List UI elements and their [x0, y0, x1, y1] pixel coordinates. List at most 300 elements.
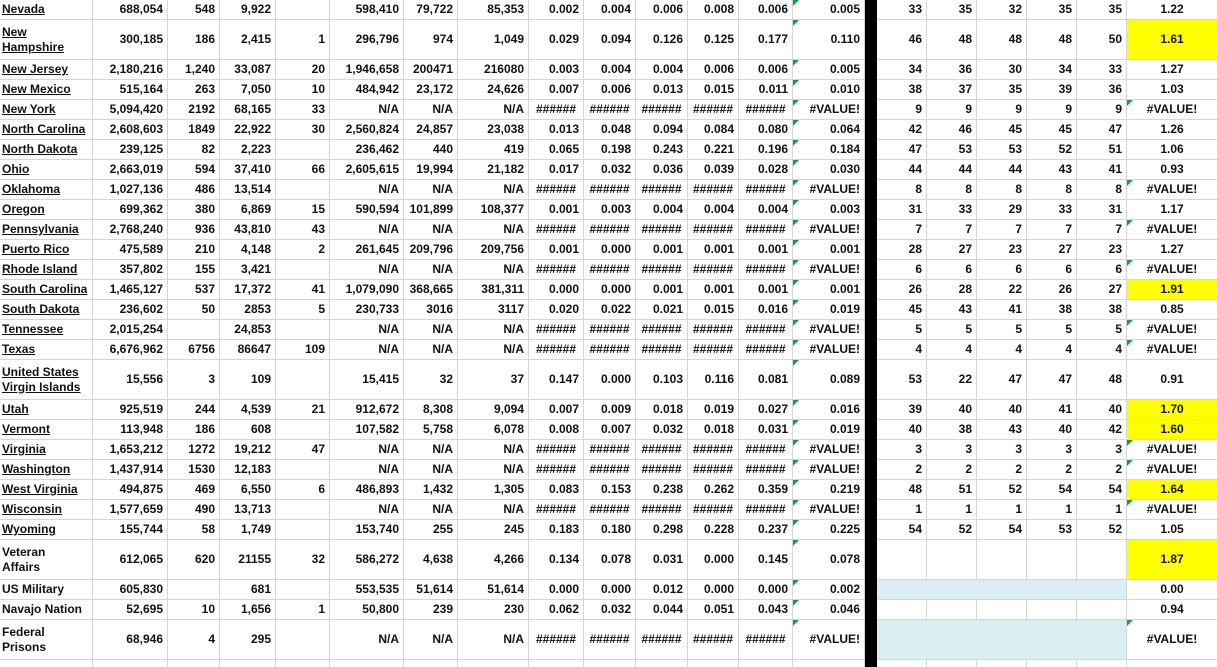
- data-cell[interactable]: [276, 80, 330, 100]
- data-cell[interactable]: [168, 240, 220, 260]
- data-cell[interactable]: [584, 180, 636, 200]
- data-cell[interactable]: [168, 520, 220, 540]
- data-cell[interactable]: [330, 600, 404, 620]
- rank-cell[interactable]: [1077, 520, 1127, 540]
- data-cell[interactable]: [793, 340, 865, 360]
- state-link[interactable]: Rhode Island: [2, 262, 78, 276]
- data-cell[interactable]: [330, 520, 404, 540]
- data-cell[interactable]: [220, 440, 276, 460]
- data-cell[interactable]: [404, 400, 458, 420]
- data-cell[interactable]: [636, 600, 688, 620]
- data-cell[interactable]: [276, 540, 330, 580]
- row-header-cell[interactable]: [0, 420, 93, 440]
- rank-cell[interactable]: [927, 160, 977, 180]
- data-cell[interactable]: [404, 520, 458, 540]
- state-link[interactable]: Pennsylvania: [2, 222, 79, 236]
- data-cell[interactable]: [330, 420, 404, 440]
- ratio-cell[interactable]: [1127, 440, 1218, 460]
- data-cell[interactable]: [330, 280, 404, 300]
- data-cell[interactable]: [529, 520, 584, 540]
- rank-cell[interactable]: [1027, 480, 1077, 500]
- data-cell[interactable]: [330, 180, 404, 200]
- data-cell[interactable]: [276, 220, 330, 240]
- data-cell[interactable]: [688, 100, 739, 120]
- data-cell[interactable]: [220, 520, 276, 540]
- data-cell[interactable]: [584, 420, 636, 440]
- data-cell[interactable]: [636, 320, 688, 340]
- rank-cell[interactable]: [877, 0, 927, 20]
- data-cell[interactable]: [793, 620, 865, 660]
- ratio-cell[interactable]: [1127, 260, 1218, 280]
- rank-cell[interactable]: [877, 280, 927, 300]
- data-cell[interactable]: [584, 60, 636, 80]
- data-cell[interactable]: [93, 300, 168, 320]
- data-cell[interactable]: [168, 160, 220, 180]
- rank-cell[interactable]: [1027, 360, 1077, 400]
- row-header-cell[interactable]: [0, 320, 93, 340]
- data-cell[interactable]: [636, 460, 688, 480]
- rank-cell[interactable]: [977, 420, 1027, 440]
- state-link[interactable]: Tennessee: [2, 322, 64, 336]
- rank-cell[interactable]: [1027, 300, 1077, 320]
- data-cell[interactable]: [276, 300, 330, 320]
- data-cell[interactable]: [404, 460, 458, 480]
- data-cell[interactable]: [404, 220, 458, 240]
- data-cell[interactable]: [458, 400, 529, 420]
- data-cell[interactable]: [636, 20, 688, 60]
- data-cell[interactable]: [584, 100, 636, 120]
- ratio-cell[interactable]: [1127, 180, 1218, 200]
- data-cell[interactable]: [458, 240, 529, 260]
- data-cell[interactable]: [93, 400, 168, 420]
- row-header-cell[interactable]: [0, 400, 93, 420]
- data-cell[interactable]: [584, 320, 636, 340]
- data-cell[interactable]: [739, 0, 793, 20]
- data-cell[interactable]: [584, 540, 636, 580]
- data-cell[interactable]: [168, 280, 220, 300]
- data-cell[interactable]: [93, 0, 168, 20]
- rank-cell[interactable]: [927, 200, 977, 220]
- rank-cell[interactable]: [1077, 280, 1127, 300]
- state-link[interactable]: New York: [2, 102, 56, 116]
- data-cell[interactable]: [404, 60, 458, 80]
- data-cell[interactable]: [458, 340, 529, 360]
- data-cell[interactable]: [168, 340, 220, 360]
- data-cell[interactable]: [220, 340, 276, 360]
- data-cell[interactable]: [93, 200, 168, 220]
- rank-cell[interactable]: [977, 460, 1027, 480]
- data-cell[interactable]: [220, 460, 276, 480]
- row-header-cell[interactable]: [0, 500, 93, 520]
- rank-cell[interactable]: [877, 260, 927, 280]
- data-cell[interactable]: [688, 620, 739, 660]
- rank-cell[interactable]: [877, 480, 927, 500]
- data-cell[interactable]: [404, 180, 458, 200]
- rank-cell[interactable]: [1077, 540, 1127, 580]
- data-cell[interactable]: [688, 460, 739, 480]
- data-cell[interactable]: [276, 500, 330, 520]
- data-cell[interactable]: [404, 120, 458, 140]
- data-cell[interactable]: [276, 600, 330, 620]
- ratio-cell[interactable]: [1127, 0, 1218, 20]
- row-header-cell[interactable]: [0, 580, 93, 600]
- rank-cell[interactable]: [877, 180, 927, 200]
- data-cell[interactable]: [220, 320, 276, 340]
- data-cell[interactable]: [529, 420, 584, 440]
- data-cell[interactable]: [793, 540, 865, 580]
- data-cell[interactable]: [93, 360, 168, 400]
- data-cell[interactable]: [793, 520, 865, 540]
- data-cell[interactable]: [584, 620, 636, 660]
- rank-cell[interactable]: [977, 500, 1027, 520]
- rank-cell[interactable]: [927, 20, 977, 60]
- data-cell[interactable]: [739, 400, 793, 420]
- rank-cell[interactable]: [977, 20, 1027, 60]
- data-cell[interactable]: [168, 600, 220, 620]
- row-header-cell[interactable]: [0, 440, 93, 460]
- ratio-cell[interactable]: [1127, 500, 1218, 520]
- data-cell[interactable]: [636, 240, 688, 260]
- rank-cell[interactable]: [1027, 180, 1077, 200]
- data-cell[interactable]: [458, 220, 529, 240]
- data-cell[interactable]: [636, 200, 688, 220]
- state-link[interactable]: Wyoming: [2, 522, 56, 536]
- ratio-cell[interactable]: [1127, 240, 1218, 260]
- rank-cell[interactable]: [927, 360, 977, 400]
- rank-cell[interactable]: [877, 200, 927, 220]
- rank-cell[interactable]: [1077, 120, 1127, 140]
- state-link[interactable]: New Jersey: [2, 62, 69, 76]
- row-header-cell[interactable]: [0, 120, 93, 140]
- data-cell[interactable]: [276, 200, 330, 220]
- data-cell[interactable]: [276, 100, 330, 120]
- data-cell[interactable]: [688, 600, 739, 620]
- rank-cell[interactable]: [1077, 500, 1127, 520]
- rank-cell[interactable]: [977, 0, 1027, 20]
- data-cell[interactable]: [404, 580, 458, 600]
- data-cell[interactable]: [220, 420, 276, 440]
- rank-cell[interactable]: [1027, 80, 1077, 100]
- data-cell[interactable]: [220, 20, 276, 60]
- data-cell[interactable]: [793, 140, 865, 160]
- data-cell[interactable]: [688, 340, 739, 360]
- data-cell[interactable]: [584, 160, 636, 180]
- row-header-cell[interactable]: [0, 260, 93, 280]
- ratio-cell[interactable]: [1127, 600, 1218, 620]
- data-cell[interactable]: [220, 0, 276, 20]
- data-cell[interactable]: [220, 360, 276, 400]
- data-cell[interactable]: [276, 620, 330, 660]
- data-cell[interactable]: [688, 200, 739, 220]
- data-cell[interactable]: [276, 320, 330, 340]
- data-cell[interactable]: [688, 120, 739, 140]
- data-cell[interactable]: [330, 320, 404, 340]
- rank-cell[interactable]: [1027, 240, 1077, 260]
- data-cell[interactable]: [793, 80, 865, 100]
- data-cell[interactable]: [529, 580, 584, 600]
- data-cell[interactable]: [529, 180, 584, 200]
- rank-cell[interactable]: [1077, 320, 1127, 340]
- data-cell[interactable]: [220, 540, 276, 580]
- row-header-cell[interactable]: [0, 540, 93, 580]
- data-cell[interactable]: [93, 500, 168, 520]
- rank-cell[interactable]: [1027, 20, 1077, 60]
- data-cell[interactable]: [168, 500, 220, 520]
- data-cell[interactable]: [330, 140, 404, 160]
- rank-cell[interactable]: [1077, 0, 1127, 20]
- data-cell[interactable]: [688, 300, 739, 320]
- rank-cell[interactable]: [977, 140, 1027, 160]
- ratio-cell[interactable]: [1127, 200, 1218, 220]
- rank-cell[interactable]: [1027, 600, 1077, 620]
- row-header-cell[interactable]: [0, 340, 93, 360]
- data-cell[interactable]: [458, 200, 529, 220]
- data-cell[interactable]: [330, 0, 404, 20]
- data-cell[interactable]: [529, 300, 584, 320]
- data-cell[interactable]: [330, 440, 404, 460]
- data-cell[interactable]: [739, 480, 793, 500]
- data-cell[interactable]: [739, 340, 793, 360]
- data-cell[interactable]: [739, 440, 793, 460]
- data-cell[interactable]: [529, 360, 584, 400]
- data-cell[interactable]: [220, 600, 276, 620]
- data-cell[interactable]: [793, 20, 865, 60]
- data-cell[interactable]: [168, 580, 220, 600]
- rank-cell[interactable]: [877, 300, 927, 320]
- data-cell[interactable]: [636, 420, 688, 440]
- rank-cell[interactable]: [1027, 520, 1077, 540]
- data-cell[interactable]: [220, 620, 276, 660]
- state-link[interactable]: South Dakota: [2, 302, 80, 316]
- data-cell[interactable]: [220, 100, 276, 120]
- ratio-cell[interactable]: [1127, 280, 1218, 300]
- data-cell[interactable]: [636, 120, 688, 140]
- rank-cell[interactable]: [977, 160, 1027, 180]
- rank-cell[interactable]: [1077, 140, 1127, 160]
- data-cell[interactable]: [793, 500, 865, 520]
- rank-cell[interactable]: [977, 300, 1027, 320]
- rank-cell[interactable]: [1027, 140, 1077, 160]
- data-cell[interactable]: [93, 420, 168, 440]
- ratio-cell[interactable]: [1127, 360, 1218, 400]
- data-cell[interactable]: [636, 180, 688, 200]
- data-cell[interactable]: [168, 320, 220, 340]
- data-cell[interactable]: [330, 60, 404, 80]
- data-cell[interactable]: [168, 360, 220, 400]
- rank-cell[interactable]: [1077, 240, 1127, 260]
- data-cell[interactable]: [404, 440, 458, 460]
- ratio-cell[interactable]: [1127, 120, 1218, 140]
- data-cell[interactable]: [688, 280, 739, 300]
- rank-cell[interactable]: [1077, 340, 1127, 360]
- state-link[interactable]: United States Virgin Islands: [2, 364, 81, 394]
- data-cell[interactable]: [330, 480, 404, 500]
- data-cell[interactable]: [793, 60, 865, 80]
- data-cell[interactable]: [168, 440, 220, 460]
- data-cell[interactable]: [220, 260, 276, 280]
- data-cell[interactable]: [93, 580, 168, 600]
- data-cell[interactable]: [529, 100, 584, 120]
- data-cell[interactable]: [330, 160, 404, 180]
- state-link[interactable]: Oklahoma: [2, 182, 61, 196]
- data-cell[interactable]: [529, 540, 584, 580]
- data-cell[interactable]: [529, 280, 584, 300]
- rank-cell[interactable]: [927, 540, 977, 580]
- rank-cell[interactable]: [1027, 200, 1077, 220]
- data-cell[interactable]: [688, 580, 739, 600]
- rank-cell[interactable]: [927, 400, 977, 420]
- rank-cell[interactable]: [977, 120, 1027, 140]
- data-cell[interactable]: [739, 360, 793, 400]
- state-link[interactable]: North Dakota: [2, 142, 78, 156]
- rank-cell[interactable]: [877, 220, 927, 240]
- data-cell[interactable]: [168, 540, 220, 580]
- state-link[interactable]: Ohio: [2, 162, 30, 176]
- data-cell[interactable]: [220, 400, 276, 420]
- ratio-cell[interactable]: [1127, 160, 1218, 180]
- data-cell[interactable]: [739, 220, 793, 240]
- rank-cell[interactable]: [977, 480, 1027, 500]
- data-cell[interactable]: [93, 340, 168, 360]
- data-cell[interactable]: [793, 460, 865, 480]
- data-cell[interactable]: [636, 580, 688, 600]
- data-cell[interactable]: [458, 480, 529, 500]
- data-cell[interactable]: [458, 540, 529, 580]
- rank-cell[interactable]: [877, 600, 927, 620]
- data-cell[interactable]: [220, 200, 276, 220]
- data-cell[interactable]: [93, 620, 168, 660]
- data-cell[interactable]: [636, 340, 688, 360]
- data-cell[interactable]: [330, 260, 404, 280]
- data-cell[interactable]: [636, 140, 688, 160]
- data-cell[interactable]: [636, 480, 688, 500]
- rank-cell[interactable]: [877, 540, 927, 580]
- data-cell[interactable]: [330, 120, 404, 140]
- data-cell[interactable]: [688, 220, 739, 240]
- rank-cell[interactable]: [877, 400, 927, 420]
- data-cell[interactable]: [688, 440, 739, 460]
- row-header-cell[interactable]: [0, 360, 93, 400]
- data-cell[interactable]: [276, 180, 330, 200]
- data-cell[interactable]: [404, 320, 458, 340]
- rank-cell[interactable]: [927, 600, 977, 620]
- data-cell[interactable]: [220, 300, 276, 320]
- state-link[interactable]: New Mexico: [2, 82, 71, 96]
- data-cell[interactable]: [330, 220, 404, 240]
- data-cell[interactable]: [584, 600, 636, 620]
- rank-cell[interactable]: [1027, 320, 1077, 340]
- ratio-cell[interactable]: [1127, 20, 1218, 60]
- data-cell[interactable]: [584, 580, 636, 600]
- data-cell[interactable]: [793, 0, 865, 20]
- data-cell[interactable]: [739, 520, 793, 540]
- data-cell[interactable]: [93, 540, 168, 580]
- data-cell[interactable]: [793, 100, 865, 120]
- data-cell[interactable]: [584, 220, 636, 240]
- data-cell[interactable]: [404, 240, 458, 260]
- data-cell[interactable]: [458, 140, 529, 160]
- row-header-cell[interactable]: [0, 80, 93, 100]
- data-cell[interactable]: [93, 120, 168, 140]
- data-cell[interactable]: [688, 400, 739, 420]
- data-cell[interactable]: [529, 140, 584, 160]
- data-cell[interactable]: [458, 420, 529, 440]
- data-cell[interactable]: [458, 300, 529, 320]
- data-cell[interactable]: [330, 580, 404, 600]
- rank-band-highlight[interactable]: [877, 580, 1127, 600]
- data-cell[interactable]: [220, 140, 276, 160]
- data-cell[interactable]: [458, 100, 529, 120]
- data-cell[interactable]: [584, 400, 636, 420]
- data-cell[interactable]: [584, 440, 636, 460]
- row-header-cell[interactable]: [0, 160, 93, 180]
- rank-cell[interactable]: [1077, 200, 1127, 220]
- data-cell[interactable]: [636, 520, 688, 540]
- data-cell[interactable]: [93, 600, 168, 620]
- state-link[interactable]: Virginia: [2, 442, 46, 456]
- data-cell[interactable]: [168, 140, 220, 160]
- rank-cell[interactable]: [977, 100, 1027, 120]
- data-cell[interactable]: [93, 520, 168, 540]
- state-link[interactable]: West Virginia: [2, 482, 78, 496]
- rank-cell[interactable]: [877, 60, 927, 80]
- rank-cell[interactable]: [877, 420, 927, 440]
- data-cell[interactable]: [636, 360, 688, 400]
- rank-cell[interactable]: [1027, 60, 1077, 80]
- data-cell[interactable]: [739, 20, 793, 60]
- data-cell[interactable]: [584, 520, 636, 540]
- data-cell[interactable]: [404, 100, 458, 120]
- rank-cell[interactable]: [927, 500, 977, 520]
- rank-cell[interactable]: [927, 480, 977, 500]
- rank-cell[interactable]: [927, 340, 977, 360]
- rank-cell[interactable]: [927, 240, 977, 260]
- data-cell[interactable]: [93, 60, 168, 80]
- data-cell[interactable]: [636, 500, 688, 520]
- ratio-cell[interactable]: [1127, 100, 1218, 120]
- data-cell[interactable]: [404, 280, 458, 300]
- rank-cell[interactable]: [1027, 440, 1077, 460]
- data-cell[interactable]: [793, 580, 865, 600]
- row-header-cell[interactable]: [0, 20, 93, 60]
- rank-cell[interactable]: [927, 320, 977, 340]
- data-cell[interactable]: [276, 460, 330, 480]
- data-cell[interactable]: [404, 20, 458, 60]
- data-cell[interactable]: [458, 580, 529, 600]
- rank-cell[interactable]: [977, 600, 1027, 620]
- rank-cell[interactable]: [1077, 420, 1127, 440]
- rank-cell[interactable]: [1077, 600, 1127, 620]
- data-cell[interactable]: [220, 500, 276, 520]
- data-cell[interactable]: [168, 20, 220, 60]
- data-cell[interactable]: [739, 260, 793, 280]
- data-cell[interactable]: [636, 260, 688, 280]
- data-cell[interactable]: [276, 160, 330, 180]
- data-cell[interactable]: [739, 580, 793, 600]
- rank-cell[interactable]: [1027, 340, 1077, 360]
- data-cell[interactable]: [739, 60, 793, 80]
- data-cell[interactable]: [168, 120, 220, 140]
- ratio-cell[interactable]: [1127, 340, 1218, 360]
- data-cell[interactable]: [276, 260, 330, 280]
- data-cell[interactable]: [793, 440, 865, 460]
- data-cell[interactable]: [688, 180, 739, 200]
- data-cell[interactable]: [168, 300, 220, 320]
- data-cell[interactable]: [739, 320, 793, 340]
- state-link[interactable]: South Carolina: [2, 282, 88, 296]
- data-cell[interactable]: [688, 500, 739, 520]
- data-cell[interactable]: [739, 80, 793, 100]
